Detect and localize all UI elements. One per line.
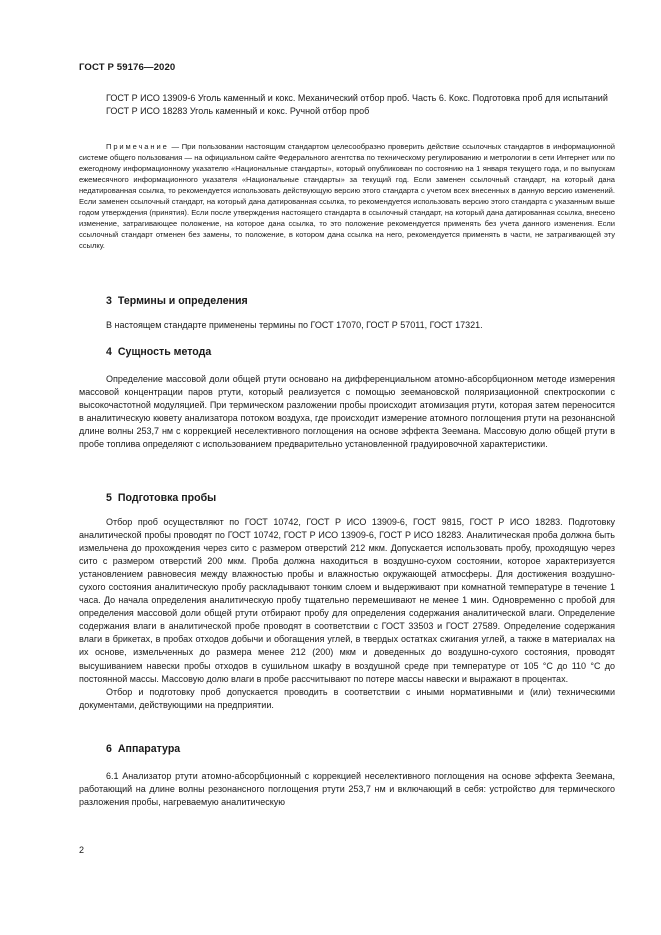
note-label: Примечание [106,142,169,151]
reference-item: ГОСТ Р ИСО 13909-6 Уголь каменный и кокс. Механический отбор проб. Часть 6. Кокс. Подготовка проб для испытаний [106,93,608,103]
section-3-body [79,319,615,332]
section-5-body [79,516,615,712]
paragraph: Отбор проб осуществляют по ГОСТ 10742, ГОСТ Р ИСО 13909-6, ГОСТ 9815, ГОСТ Р ИСО 18283. Подготовку аналитической пробы проводят по ГОСТ 10742, ГОСТ Р ИСО 13909-6, ГОСТ Р ИСО 18283. Аналитическая проба должна быть измельчена до прохождения через сито с размером отверстий 212 мкм. Допускается использовать пробу, проходящую через сито с размером отверстий 200 мкм. Проба должна находиться в воздушно-сухом состоянии, которое характеризуется установлением равновесия между влажностью пробы и влажностью окружающей атмосферы. Для достижения воздушно-сухого состояния аналитическую пробу раскладывают тонким слоем и выдерживают при комнатной температуре в течение 1 часа. До начала определения аналитическую пробу тщательно перемешивают не менее 1 мин. Одновременно с пробой для определения массовой доли общей ртути отбирают пробу для определения содержания аналитической влаги. Определение содержания влаги в аналитической пробе проводят в соответствии с ГОСТ 33503 и ГОСТ 27589. Определение содержания влаги в брикетах, в пробах отходов добычи и обогащения углей, в твердых остатках сжигания углей, а также в материалах на их основе, измельченных до размера менее 212 (200) мкм и доведенных до воздушно-сухого состояния, проводят высушиванием навески пробы отходов в сушильном шкафу в воздушной среде при температуре от 105 °С до 110 °С до постоянной массы. Массовую долю влаги в пробе рассчитывают по потере массы навески и выражают в процентах. [79,517,615,684]
note-text [79,141,615,251]
normative-references-block [79,92,615,118]
section-heading-3 [106,295,248,307]
section-heading-4 [106,346,211,358]
section-heading-6 [106,743,180,755]
paragraph: В настоящем стандарте применены термины по ГОСТ 17070, ГОСТ Р 57011, ГОСТ 17321. [106,320,483,330]
section-heading-5 [106,492,216,504]
reference-item: ГОСТ Р ИСО 18283 Уголь каменный и кокс. Ручной отбор проб [106,106,370,116]
document-header: ГОСТ Р 59176—2020 [79,62,176,73]
section-number: 5 [106,492,112,504]
section-title: Сущность метода [117,346,212,358]
section-number: 4 [106,346,112,358]
page-number: 2 [79,845,85,855]
section-number: 3 [106,295,112,307]
section-title: Аппаратура [117,743,181,755]
paragraph: 6.1 Анализатор ртути атомно-абсорбционный с коррекцией неселективного поглощения на основе эффекта Зеемана, работающий на длине волны резонансного поглощения ртути 253,7 нм и включающий в себя: устройство для термического разложения пробы, нагреваемую аналитическую [79,771,615,808]
section-title: Термины и определения [117,295,248,307]
note-block [79,141,615,251]
paragraph: Определение массовой доли общей ртути основано на дифференциальном атомно-абсорбционном методе измерения массовой концентрации паров ртути, который реализуется с помощью зеемановской поляризационной спектроскопии с высокочастотной модуляцией. При термическом разложении пробы происходит атомизация ртути, которая затем переносится в аналитическую кювету анализатора потоком воздуха, где происходит измерение атомного поглощения ртути на резонансной длине волны 253,7 нм с коррекцией неселективного поглощения на основе эффекта Зеемана. Массовую долю общей ртути в пробе топлива определяют с использованием предварительно установленной градуировочной характеристики. [79,374,615,450]
note-body: — При пользовании настоящим стандартом целесообразно проверить действие ссылочных стандартов в информационной системе общего пользования — на официальном сайте Федерального агентства по техническому регулированию и метрологии в сети Интернет или по ежегодному информационному указателю «Национальные стандарты», который опубликован по состоянию на 1 января текущего года, и по выпускам ежемесячного информационного указателя «Национальные стандарты» за текущий год. Если заменен ссылочный стандарт, на который дана недатированная ссылка, то рекомендуется использовать действующую версию этого стандарта с учетом всех внесенных в данную версию изменений. Если заменен ссылочный стандарт, на который дана датированная ссылка, то рекомендуется использовать версию этого стандарта с указанным выше годом утверждения (принятия). Если после утверждения настоящего стандарта в ссылочный стандарт, на который дана датированная ссылка, внесено изменение, затрагивающее положение, на которое дана ссылка, то это положение рекомендуется применять без учета данного изменения. Если ссылочный стандарт отменен без замены, то положение, в котором дана ссылка на него, рекомендуется применять в части, не затрагивающей эту ссылку. [79,142,615,251]
section-title: Подготовка пробы [117,492,217,504]
section-6-body [79,770,615,809]
section-4-body [79,373,615,451]
section-number: 6 [106,743,112,755]
paragraph: Отбор и подготовку проб допускается проводить в соответствии с иными нормативными и (или) техническими документами, действующими на предприятии. [79,686,615,710]
